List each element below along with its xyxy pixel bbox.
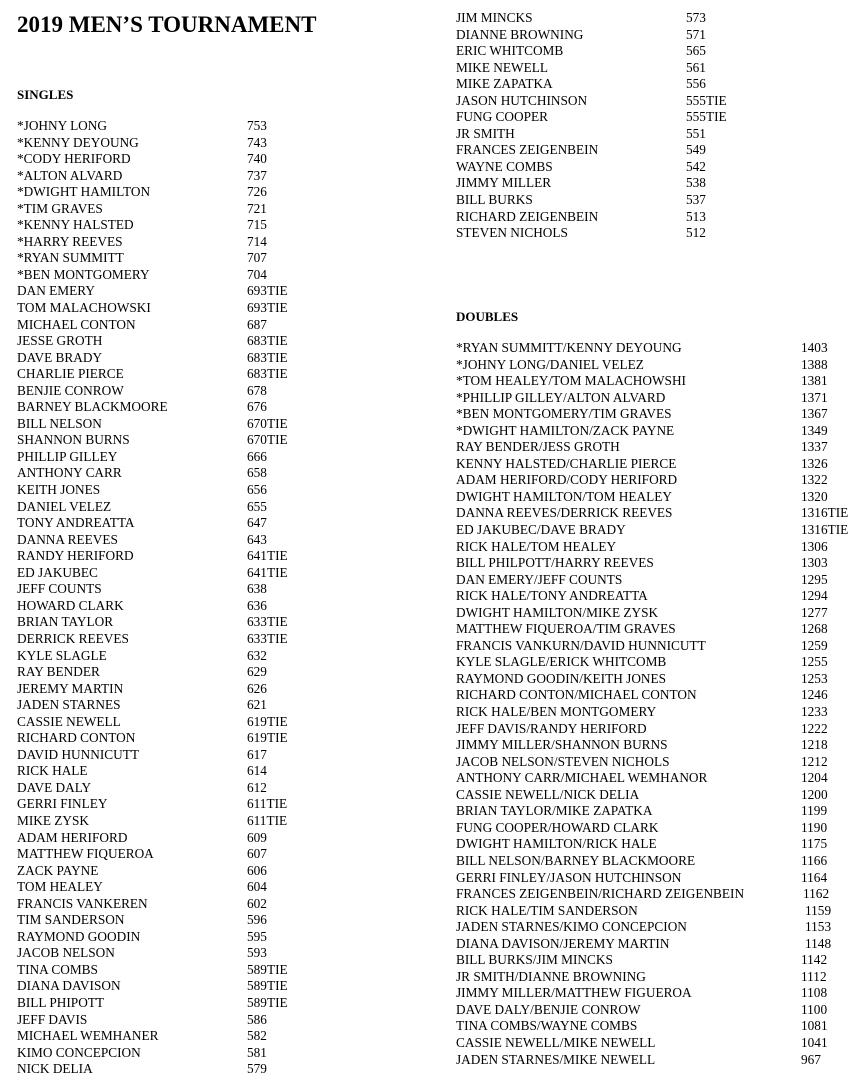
entry-name: FRANCES ZEIGENBEIN — [456, 142, 599, 158]
entry-name: RAY BENDER — [17, 664, 100, 680]
entry-score: 1322 — [801, 472, 828, 488]
entry-score: 678 — [247, 382, 267, 398]
entry-score: 633TIE — [247, 630, 288, 646]
entry-name: MIKE ZAPATKA — [456, 76, 553, 92]
entry-score: 611TIE — [247, 796, 288, 812]
entry-score: 1166 — [801, 852, 828, 868]
entry-name: MIKE NEWELL — [456, 59, 548, 75]
entry-score: 1306 — [801, 538, 828, 554]
entry-name: BRIAN TAYLOR — [17, 614, 114, 630]
entry-name: RICHARD ZEIGENBEIN — [456, 208, 599, 224]
entry-score: 1081 — [801, 1018, 828, 1034]
entry-name: DERRICK REEVES — [17, 630, 129, 646]
entry-name: ED JAKUBEC/DAVE BRADY — [456, 522, 626, 538]
entry-score: 1316TIE — [801, 522, 849, 538]
entry-score: 555TIE — [686, 92, 727, 108]
entry-score: 641TIE — [247, 548, 288, 564]
entry-score: 683TIE — [247, 366, 288, 382]
entry-score: 683TIE — [247, 333, 288, 349]
entry-score: 556 — [686, 76, 706, 92]
entry-name: JADEN STARNES/KIMO CONCEPCION — [456, 919, 687, 935]
entry-name: *RYAN SUMMITT/KENNY DEYOUNG — [456, 340, 682, 355]
entry-score: 1222 — [801, 720, 828, 736]
entry-name: FUNG COOPER/HOWARD CLARK — [456, 819, 659, 835]
entry-score: 614 — [247, 763, 267, 779]
entry-score: 571 — [686, 26, 706, 42]
entry-name: GERRI FINLEY — [17, 796, 108, 812]
entry-score: 693TIE — [247, 300, 288, 316]
entry-name: FRANCIS VANKURN/DAVID HUNNICUTT — [456, 637, 706, 653]
entry-score: 1200 — [801, 786, 828, 802]
entry-name: CASSIE NEWELL/NICK DELIA — [456, 786, 640, 802]
entry-score: 596 — [247, 912, 267, 928]
entry-name: KYLE SLAGLE/ERICK WHITCOMB — [456, 654, 667, 670]
entry-name: *JOHNY LONG — [17, 118, 107, 133]
entry-name: DAN EMERY — [17, 283, 95, 299]
entry-name: RAYMOND GOODIN — [17, 928, 141, 944]
entry-name: ADAM HERIFORD — [17, 829, 128, 845]
entry-name: JEFF COUNTS — [17, 581, 102, 597]
entry-score: 602 — [247, 895, 267, 911]
entry-score: 1349 — [801, 422, 828, 438]
entry-score: 1212 — [801, 753, 828, 769]
entry-name: WAYNE COMBS — [456, 158, 553, 174]
entry-score: 1164 — [801, 869, 828, 885]
entry-name: JADEN STARNES — [17, 697, 121, 713]
entry-name: JESSE GROTH — [17, 333, 103, 349]
entry-name: TOM HEALEY — [17, 879, 103, 895]
entry-name: DIANA DAVISON/JEREMY MARTIN — [456, 935, 670, 951]
entry-score: 1112 — [801, 968, 827, 984]
entry-name: RICK HALE/TONY ANDREATTA — [456, 588, 648, 604]
entry-name: BILL BURKS — [456, 192, 533, 208]
entry-score: 512 — [686, 225, 706, 241]
entry-score: 1162 — [803, 886, 830, 902]
entry-score: 582 — [247, 1028, 267, 1044]
entry-name: DWIGHT HAMILTON/TOM HEALEY — [456, 488, 672, 504]
entry-score: 1204 — [801, 770, 828, 786]
entry-score: 1255 — [801, 654, 828, 670]
entry-name: MICHAEL WEMHANER — [17, 1028, 159, 1044]
entry-name: RICK HALE/TIM SANDERSON — [456, 902, 638, 918]
entry-score: 1277 — [801, 604, 828, 620]
entry-name: ANTHONY CARR — [17, 465, 122, 481]
entry-score: 611TIE — [247, 812, 288, 828]
entry-score: 1316TIE — [801, 505, 849, 521]
entry-name: BENJIE CONROW — [17, 382, 124, 398]
entry-name: *DWIGHT HAMILTON — [17, 184, 151, 200]
entry-name: *PHILLIP GILLEY/ALTON ALVARD — [456, 389, 666, 405]
entry-name: SHANNON BURNS — [17, 432, 130, 448]
entry-name: *KENNY DEYOUNG — [17, 134, 139, 150]
entry-name: JEFF DAVIS/RANDY HERIFORD — [456, 720, 647, 736]
entry-name: *KENNY HALSTED — [17, 217, 134, 233]
entry-score: 1246 — [801, 687, 828, 703]
entry-score: 579 — [247, 1061, 267, 1077]
entry-score: 555TIE — [686, 109, 727, 125]
entry-score: 538 — [686, 175, 706, 191]
entry-name: *BEN MONTGOMERY — [17, 266, 150, 282]
entry-name: *HARRY REEVES — [17, 233, 123, 249]
entry-score: 655 — [247, 498, 267, 514]
entry-score: 740 — [247, 151, 267, 167]
entry-score: 1320 — [801, 488, 828, 504]
entry-score: 1295 — [801, 571, 828, 587]
entry-name: CASSIE NEWELL/MIKE NEWELL — [456, 1034, 656, 1050]
entry-score: 676 — [247, 399, 267, 415]
entry-score: 1253 — [801, 670, 828, 686]
entry-name: TOM MALACHOWSKI — [17, 300, 151, 316]
entry-name: RICK HALE/TOM HEALEY — [456, 538, 617, 554]
entry-score: 658 — [247, 465, 267, 481]
entry-score: 589TIE — [247, 978, 288, 994]
entry-score: 537 — [686, 192, 706, 208]
entry-score: 1190 — [801, 819, 828, 835]
entry-name: JIMMY MILLER/MATTHEW FIGUEROA — [456, 985, 692, 1001]
entry-score: 626 — [247, 680, 267, 696]
entry-score: 1337 — [801, 439, 828, 455]
entry-name: BARNEY BLACKMOORE — [17, 399, 168, 415]
entry-name: MICHAEL CONTON — [17, 316, 136, 332]
entry-score: 1303 — [801, 555, 828, 571]
entry-name: DIANA DAVISON — [17, 978, 121, 994]
entry-score: 647 — [247, 515, 267, 531]
entry-name: *ALTON ALVARD — [17, 167, 123, 183]
entry-name: KIMO CONCEPCION — [17, 1044, 141, 1060]
entry-score: 581 — [247, 1044, 267, 1060]
entry-name: BILL PHILPOTT/HARRY REEVES — [456, 555, 654, 571]
entry-name: JEREMY MARTIN — [17, 680, 124, 696]
entry-name: RICK HALE — [17, 763, 88, 779]
entry-name: RANDY HERIFORD — [17, 548, 134, 564]
entry-name: *RYAN SUMMITT — [17, 250, 124, 266]
entry-name: *DWIGHT HAMILTON/ZACK PAYNE — [456, 422, 675, 438]
entry-score: 1371 — [801, 389, 828, 405]
entry-score: 595 — [247, 928, 267, 944]
entry-score: 704 — [247, 266, 267, 282]
entry-name: JACOB NELSON — [17, 945, 115, 961]
entry-name: ADAM HERIFORD/CODY HERIFORD — [456, 472, 678, 488]
entry-score: 693TIE — [247, 283, 288, 299]
entry-score: 586 — [247, 1011, 267, 1027]
entry-score: 1218 — [801, 737, 828, 753]
entry-name: JADEN STARNES/MIKE NEWELL — [456, 1051, 656, 1067]
entry-name: RICK HALE/BEN MONTGOMERY — [456, 704, 657, 720]
entry-name: JASON HUTCHINSON — [456, 92, 588, 108]
entry-name: JIMMY MILLER/SHANNON BURNS — [456, 737, 668, 753]
entry-name: DAVE BRADY — [17, 349, 103, 365]
entry-score: 636 — [247, 597, 267, 613]
entry-score: 606 — [247, 862, 267, 878]
entry-score: 1041 — [801, 1034, 828, 1050]
entry-name: *CODY HERIFORD — [17, 151, 131, 167]
entry-score: 1233 — [801, 704, 828, 720]
entry-name: JIM MINCKS — [456, 10, 533, 25]
entry-score: 726 — [247, 184, 267, 200]
entry-name: KEITH JONES — [17, 482, 101, 498]
entry-score: 612 — [247, 779, 267, 795]
entry-name: CHARLIE PIERCE — [17, 366, 124, 382]
entry-score: 670TIE — [247, 432, 288, 448]
entry-score: 1403 — [801, 340, 828, 355]
entry-score: 1367 — [801, 406, 828, 422]
entry-name: KYLE SLAGLE — [17, 647, 107, 663]
entry-score: 1153 — [805, 919, 832, 935]
entry-name: *BEN MONTGOMERY/TIM GRAVES — [456, 406, 672, 422]
page-title: 2019 MEN’S TOURNAMENT — [17, 12, 317, 37]
entry-score: 607 — [247, 846, 267, 862]
entry-score: 561 — [686, 59, 706, 75]
entry-score: 632 — [247, 647, 267, 663]
singles-heading: SINGLES — [17, 87, 74, 102]
entry-name: CASSIE NEWELL — [17, 713, 121, 729]
entry-score: 604 — [247, 879, 267, 895]
entry-score: 1388 — [801, 356, 828, 372]
entry-name: ZACK PAYNE — [17, 862, 99, 878]
entry-score: 633TIE — [247, 614, 288, 630]
entry-score: 1199 — [801, 803, 828, 819]
entry-name: *JOHNY LONG/DANIEL VELEZ — [456, 356, 644, 372]
entry-score: 573 — [686, 10, 706, 25]
entry-name: FRANCIS VANKEREN — [17, 895, 148, 911]
entry-name: MATTHEW FIQUEROA — [17, 846, 154, 862]
entry-name: *TIM GRAVES — [17, 200, 103, 216]
entry-score: 715 — [247, 217, 267, 233]
entry-score: 513 — [686, 208, 706, 224]
entry-name: DAVE DALY — [17, 779, 92, 795]
entry-name: JACOB NELSON/STEVEN NICHOLS — [456, 753, 670, 769]
entry-name: DANNA REEVES — [17, 531, 118, 547]
entry-score: 753 — [247, 118, 267, 133]
entry-name: TINA COMBS/WAYNE COMBS — [456, 1018, 638, 1034]
entry-score: 619TIE — [247, 713, 288, 729]
entry-score: 629 — [247, 664, 267, 680]
entry-score: 666 — [247, 448, 267, 464]
entry-name: DIANNE BROWNING — [456, 26, 584, 42]
entry-name: FUNG COOPER — [456, 109, 548, 125]
entry-score: 1148 — [805, 935, 832, 951]
entry-name: RICHARD CONTON — [17, 730, 136, 746]
entry-name: DANNA REEVES/DERRICK REEVES — [456, 505, 673, 521]
entry-score: 670TIE — [247, 415, 288, 431]
entry-score: 1142 — [801, 952, 828, 968]
entry-name: BILL BURKS/JIM MINCKS — [456, 952, 613, 968]
entry-score: 565 — [686, 43, 706, 59]
entry-name: BRIAN TAYLOR/MIKE ZAPATKA — [456, 803, 653, 819]
entry-name: TIM SANDERSON — [17, 912, 125, 928]
entry-name: DANIEL VELEZ — [17, 498, 112, 514]
entry-score: 656 — [247, 482, 267, 498]
entry-name: TINA COMBS — [17, 961, 98, 977]
entry-name: *TOM HEALEY/TOM MALACHOWSHI — [456, 373, 686, 389]
entry-name: PHILLIP GILLEY — [17, 448, 118, 464]
entry-score: 683TIE — [247, 349, 288, 365]
entry-name: HOWARD CLARK — [17, 597, 124, 613]
entry-name: FRANCES ZEIGENBEIN/RICHARD ZEIGENBEIN — [456, 886, 745, 902]
entry-score: 589TIE — [247, 961, 288, 977]
entry-name: BILL NELSON/BARNEY BLACKMOORE — [456, 852, 696, 868]
entry-score: 617 — [247, 746, 267, 762]
entry-name: JR SMITH/DIANNE BROWNING — [456, 968, 646, 984]
entry-score: 638 — [247, 581, 267, 597]
entry-score: 737 — [247, 167, 267, 183]
entry-score: 1294 — [801, 588, 828, 604]
entry-name: DWIGHT HAMILTON/MIKE ZYSK — [456, 604, 659, 620]
entry-score: 1381 — [801, 373, 828, 389]
entry-name: ERIC WHITCOMB — [456, 43, 564, 59]
entry-score: 1175 — [801, 836, 828, 852]
entry-name: DAVID HUNNICUTT — [17, 746, 140, 762]
entry-score: 967 — [801, 1051, 821, 1067]
entry-name: DAVE DALY/BENJIE CONROW — [456, 1001, 641, 1017]
entry-name: RAYMOND GOODIN/KEITH JONES — [456, 670, 667, 686]
entry-score: 1268 — [801, 621, 828, 637]
entry-name: STEVEN NICHOLS — [456, 225, 568, 241]
entry-score: 721 — [247, 200, 267, 216]
entry-score: 743 — [247, 134, 267, 150]
entry-name: MATTHEW FIQUEROA/TIM GRAVES — [456, 621, 676, 637]
entry-score: 643 — [247, 531, 267, 547]
entry-name: BILL PHIPOTT — [17, 994, 105, 1010]
entry-name: RAY BENDER/JESS GROTH — [456, 439, 620, 455]
entry-score: 542 — [686, 158, 706, 174]
entry-name: JIMMY MILLER — [456, 175, 552, 191]
entry-score: 593 — [247, 945, 267, 961]
entry-name: DWIGHT HAMILTON/RICK HALE — [456, 836, 657, 852]
entry-score: 589TIE — [247, 994, 288, 1010]
entry-name: BILL NELSON — [17, 415, 102, 431]
entry-score: 621 — [247, 697, 267, 713]
entry-score: 641TIE — [247, 564, 288, 580]
entry-score: 1259 — [801, 637, 828, 653]
entry-name: JEFF DAVIS — [17, 1011, 88, 1027]
doubles-heading: DOUBLES — [456, 309, 519, 324]
entry-score: 714 — [247, 233, 267, 249]
entry-name: DAN EMERY/JEFF COUNTS — [456, 571, 623, 587]
entry-score: 1100 — [801, 1001, 828, 1017]
entry-score: 609 — [247, 829, 267, 845]
entry-score: 1326 — [801, 455, 828, 471]
entry-name: RICHARD CONTON/MICHAEL CONTON — [456, 687, 697, 703]
entry-name: NICK DELIA — [17, 1061, 93, 1077]
entry-score: 549 — [686, 142, 706, 158]
entry-name: KENNY HALSTED/CHARLIE PIERCE — [456, 455, 677, 471]
entry-name: ANTHONY CARR/MICHAEL WEMHANOR — [456, 770, 708, 786]
entry-name: GERRI FINLEY/JASON HUTCHINSON — [456, 869, 682, 885]
entry-name: JR SMITH — [456, 125, 515, 141]
entry-score: 707 — [247, 250, 267, 266]
entry-name: ED JAKUBEC — [17, 564, 98, 580]
entry-name: TONY ANDREATTA — [17, 515, 135, 531]
entry-score: 551 — [686, 125, 706, 141]
entry-score: 1108 — [801, 985, 828, 1001]
entry-score: 619TIE — [247, 730, 288, 746]
entry-score: 687 — [247, 316, 267, 332]
entry-name: MIKE ZYSK — [17, 812, 90, 828]
entry-score: 1159 — [805, 902, 832, 918]
